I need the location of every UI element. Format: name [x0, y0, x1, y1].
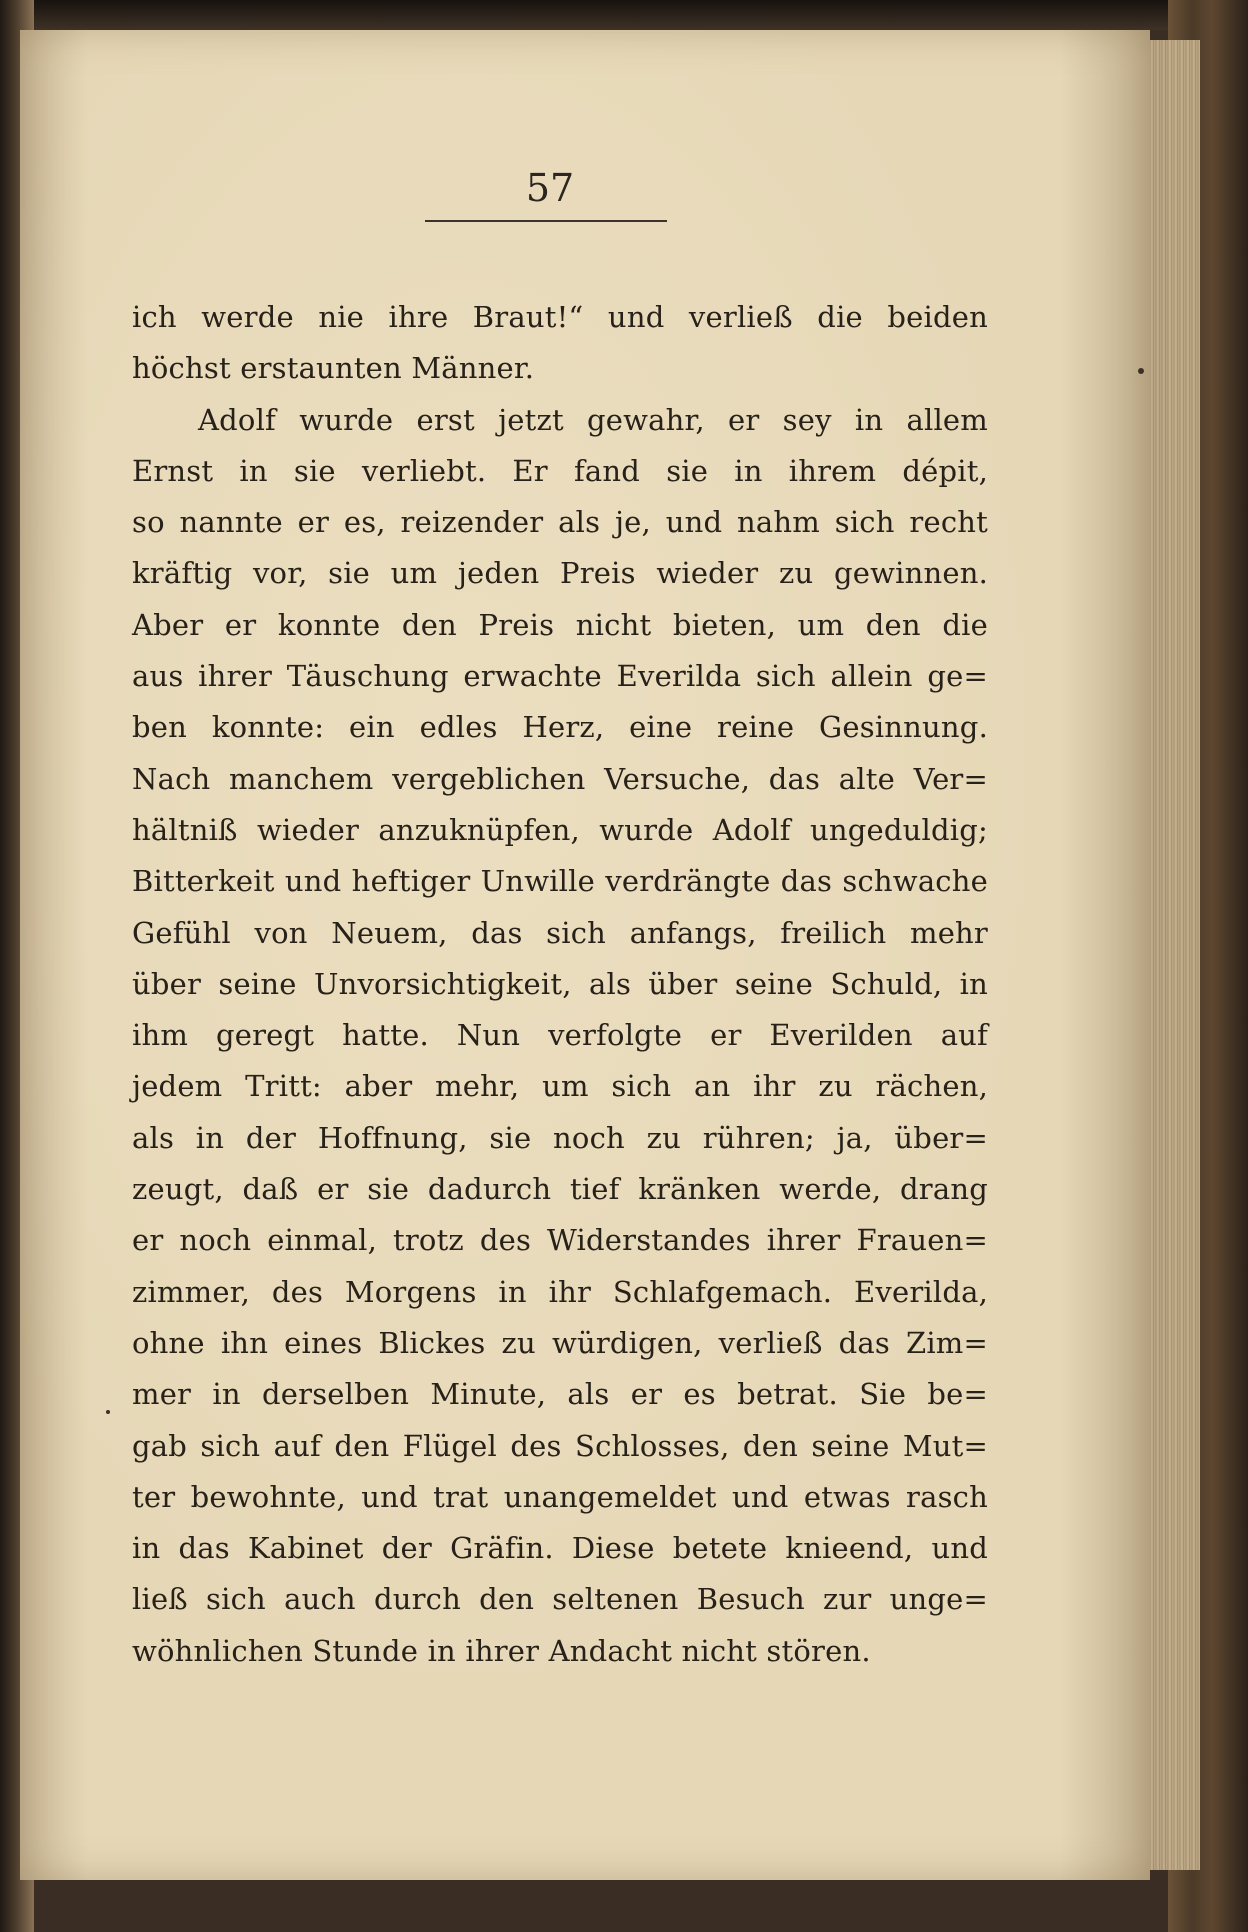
text-line: jedem Tritt: aber mehr, um sich an ihr zu rächen, — [132, 1069, 988, 1104]
text-line: höchst erstaunten Männer. — [132, 351, 535, 386]
text-line: Nach manchem vergeblichen Versuche, das alte Ver= — [132, 761, 988, 796]
text-line: so nannte er es, reizender als je, und nahm sich recht — [132, 505, 988, 540]
text-line: als in der Hoffnung, sie noch zu rühren; ja, über= — [132, 1120, 988, 1155]
text-line: in das Kabinet der Gräfin. Diese betete knieend, und — [132, 1531, 988, 1566]
text-line: ohne ihn eines Blickes zu würdigen, verließ das Zim= — [132, 1325, 988, 1360]
text-line: ter bewohnte, und trat unangemeldet und etwas rasch — [132, 1479, 988, 1514]
text-line: kräftig vor, sie um jeden Preis wieder zu gewinnen. — [132, 556, 988, 591]
text-line: hältniß wieder anzuknüpfen, wurde Adolf ungeduldig; — [132, 812, 988, 847]
ink-speck — [1138, 368, 1144, 374]
text-line: Gefühl von Neuem, das sich anfangs, freilich mehr — [132, 915, 988, 950]
top-shadow — [0, 0, 1248, 30]
text-line: ließ sich auch durch den seltenen Besuch zur unge= — [132, 1582, 988, 1617]
text-line: wöhnlichen Stunde in ihrer Andacht nicht stören. — [132, 1633, 871, 1668]
text-line: gab sich auf den Flügel des Schlosses, den seine Mut= — [132, 1428, 988, 1463]
text-line: ben konnte: ein edles Herz, eine reine Gesinnung. — [132, 710, 988, 745]
ink-speck — [106, 1410, 110, 1414]
body-text — [132, 292, 988, 1677]
text-line: aus ihrer Täuschung erwachte Everilda sich allein ge= — [132, 659, 988, 694]
text-line: zeugt, daß er sie dadurch tief kränken werde, drang — [132, 1172, 988, 1207]
text-line: Adolf wurde erst jetzt gewahr, er sey in allem — [198, 402, 988, 437]
text-line: zimmer, des Morgens in ihr Schlafgemach. Everilda, — [132, 1274, 988, 1309]
page-number: 57 — [525, 166, 575, 210]
text-line: Ernst in sie verliebt. Er fand sie in ihrem dépit, — [132, 453, 988, 488]
text-line: ich werde nie ihre Braut!“ und verließ die beiden — [132, 300, 988, 334]
book-page — [20, 30, 1150, 1880]
text-line: über seine Unvorsichtigkeit, als über seine Schuld, in — [132, 966, 988, 1001]
text-line: er noch einmal, trotz des Widerstandes ihrer Frauen= — [132, 1223, 988, 1258]
text-line: ihm geregt hatte. Nun verfolgte er Everilden auf — [132, 1018, 988, 1053]
text-line: Bitterkeit und heftiger Unwille verdrängte das schwache — [132, 864, 988, 899]
text-line: mer in derselben Minute, als er es betrat. Sie be= — [132, 1377, 988, 1412]
text-line: Aber er konnte den Preis nicht bieten, um den die — [132, 607, 988, 642]
header-rule — [425, 220, 667, 222]
